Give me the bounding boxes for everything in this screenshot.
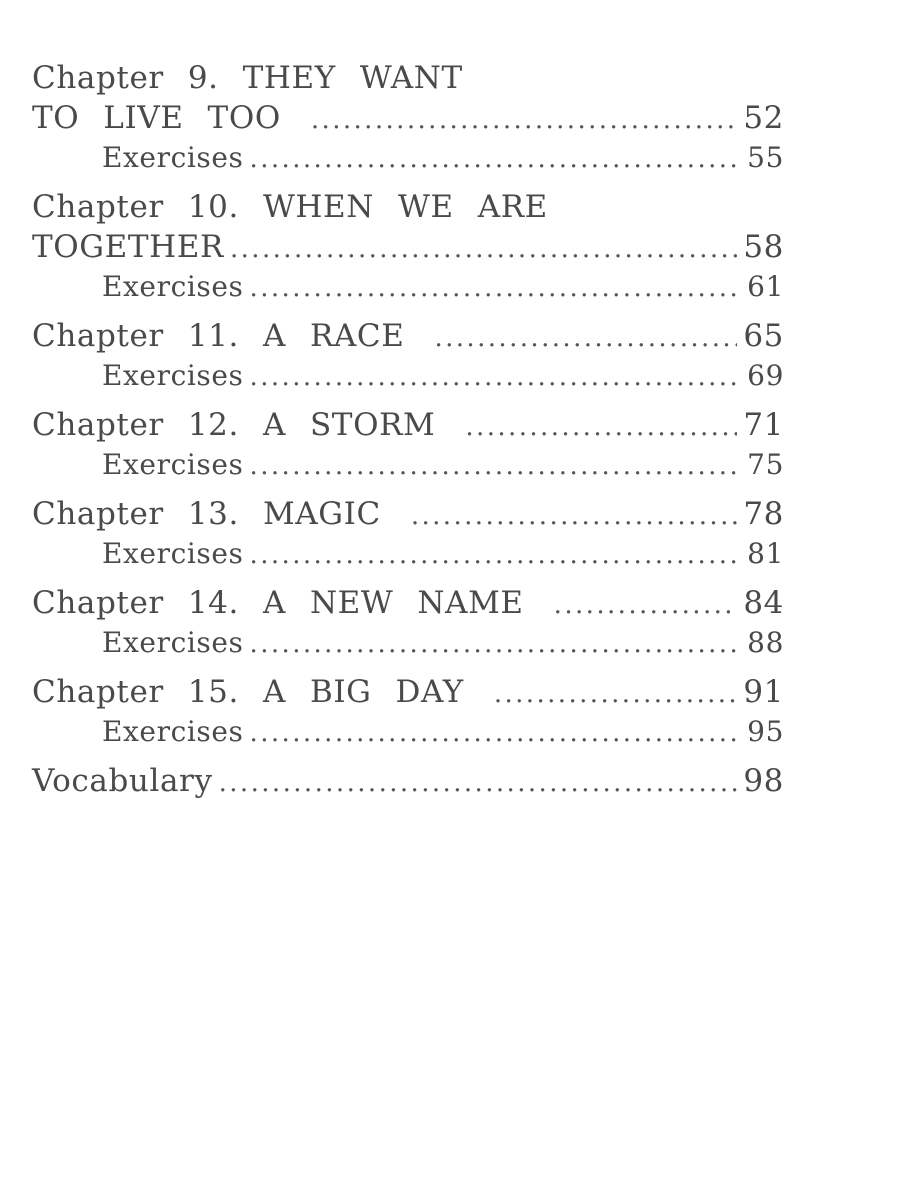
page-number: 75 — [747, 448, 784, 481]
chapter-title-word: RACE — [309, 318, 405, 354]
page-number: 78 — [743, 496, 784, 532]
toc-chapter-11-entry[interactable] — [32, 316, 784, 356]
chapter-label: Chapter — [32, 60, 164, 96]
chapter-title-word: A — [262, 674, 286, 710]
page-number: 69 — [747, 359, 784, 392]
page-number: 55 — [747, 141, 784, 174]
chapter-title-word: A — [262, 407, 286, 443]
chapter-label: Chapter — [32, 674, 164, 710]
dot-leader — [250, 357, 742, 397]
page-number: 71 — [743, 407, 784, 443]
chapter-number: 11. — [187, 318, 239, 354]
exercises-label: Exercises — [102, 141, 244, 174]
toc-chapter-14-entry[interactable] — [32, 583, 784, 623]
dot-leader — [465, 407, 737, 447]
dot-leader — [250, 268, 742, 308]
toc-chapter-15-exercises[interactable] — [32, 712, 784, 752]
toc-chapter-9-exercises[interactable] — [32, 138, 784, 178]
chapter-label: Chapter — [32, 189, 164, 225]
exercises-label: Exercises — [102, 537, 244, 570]
dot-leader — [250, 446, 742, 486]
dot-leader — [411, 496, 738, 536]
table-of-contents — [32, 58, 784, 801]
toc-chapter-9-heading — [32, 58, 784, 98]
page-number: 91 — [743, 674, 784, 710]
chapter-title-word: TOO — [207, 100, 281, 136]
chapter-title-word: DAY — [395, 674, 464, 710]
page-number: 61 — [747, 270, 784, 303]
page-number: 58 — [743, 229, 784, 265]
page-number: 88 — [747, 626, 784, 659]
chapter-title-word: MAGIC — [262, 496, 381, 532]
page-number: 65 — [743, 318, 784, 354]
chapter-title-word: WE — [398, 189, 454, 225]
chapter-title-word: TOGETHER — [32, 229, 224, 265]
chapter-label: Chapter — [32, 585, 164, 621]
chapter-title-word: TO — [32, 100, 80, 136]
dot-leader — [250, 139, 742, 179]
chapter-title-word: NEW — [309, 585, 394, 621]
chapter-title-word: WANT — [359, 60, 463, 96]
page-number: 84 — [743, 585, 784, 621]
chapter-number: 13. — [187, 496, 239, 532]
toc-chapter-12-exercises[interactable] — [32, 445, 784, 485]
exercises-label: Exercises — [102, 715, 244, 748]
vocabulary-label: Vocabulary — [32, 763, 213, 799]
chapter-number: 10. — [187, 189, 239, 225]
dot-leader — [554, 585, 738, 625]
dot-leader — [494, 674, 738, 714]
toc-chapter-10-entry[interactable] — [32, 227, 784, 267]
chapter-title-word: STORM — [309, 407, 436, 443]
toc-chapter-10-heading — [32, 187, 784, 227]
dot-leader — [250, 535, 742, 575]
toc-chapter-10-exercises[interactable] — [32, 267, 784, 307]
exercises-label: Exercises — [102, 448, 244, 481]
chapter-label: Chapter — [32, 318, 164, 354]
exercises-label: Exercises — [102, 359, 244, 392]
toc-chapter-14-exercises[interactable] — [32, 623, 784, 663]
chapter-number: 9. — [187, 60, 219, 96]
toc-chapter-15-entry[interactable] — [32, 672, 784, 712]
page-number: 95 — [747, 715, 784, 748]
dot-leader — [434, 318, 737, 358]
chapter-title-word: A — [262, 318, 286, 354]
dot-leader — [230, 229, 737, 269]
chapter-title-word: NAME — [417, 585, 524, 621]
toc-vocabulary-entry[interactable] — [32, 761, 784, 801]
chapter-title-word: WHEN — [262, 189, 375, 225]
page-number: 98 — [743, 763, 784, 799]
toc-chapter-12-entry[interactable] — [32, 405, 784, 445]
dot-leader — [311, 100, 737, 140]
page-number: 81 — [747, 537, 784, 570]
dot-leader — [219, 763, 738, 803]
toc-chapter-11-exercises[interactable] — [32, 356, 784, 396]
page-number: 52 — [743, 100, 784, 136]
chapter-number: 15. — [187, 674, 239, 710]
chapter-label: Chapter — [32, 496, 164, 532]
exercises-label: Exercises — [102, 626, 244, 659]
exercises-label: Exercises — [102, 270, 244, 303]
chapter-title-word: A — [262, 585, 286, 621]
chapter-title-word: BIG — [309, 674, 372, 710]
toc-chapter-9-entry[interactable] — [32, 98, 784, 138]
chapter-title-word: LIVE — [103, 100, 184, 136]
chapter-number: 12. — [187, 407, 239, 443]
dot-leader — [250, 624, 742, 664]
chapter-title-word: ARE — [477, 189, 548, 225]
chapter-label: Chapter — [32, 407, 164, 443]
toc-chapter-13-entry[interactable] — [32, 494, 784, 534]
chapter-title-word: THEY — [242, 60, 336, 96]
dot-leader — [250, 713, 742, 753]
toc-chapter-13-exercises[interactable] — [32, 534, 784, 574]
chapter-number: 14. — [187, 585, 239, 621]
